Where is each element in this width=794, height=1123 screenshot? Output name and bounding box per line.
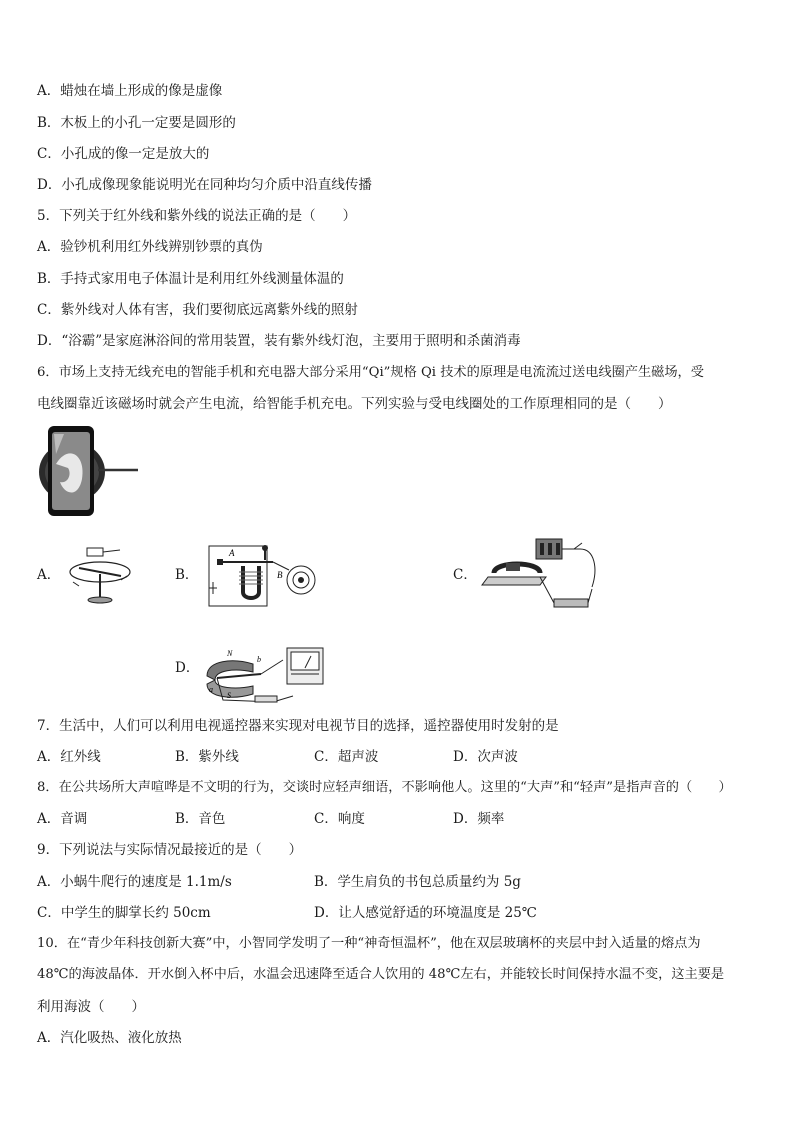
figure-a-oersted bbox=[65, 542, 135, 610]
q8-option-b: B．音色 bbox=[175, 811, 226, 827]
q6-label-c: C． bbox=[453, 567, 477, 583]
q9-option-d: D．让人感觉舒适的环境温度是 25℃ bbox=[314, 905, 537, 921]
q7-stem: 7．生活中，人们可以利用电视遥控器来实现对电视节目的选择，遥控器使用时发射的是 bbox=[37, 718, 559, 734]
q4-option-b: B．木板上的小孔一定要是圆形的 bbox=[37, 115, 236, 131]
figure-d-label-s: S bbox=[227, 691, 231, 700]
q5-option-d: D．“浴霸”是家庭淋浴间的常用装置，装有紫外线灯泡，主要用于照明和杀菌消毒 bbox=[37, 333, 521, 349]
q10-stem-line3: 利用海波（ ） bbox=[37, 999, 145, 1015]
q4-option-a: A．蜡烛在墙上形成的像是虚像 bbox=[37, 83, 223, 99]
q9-option-b: B．学生肩负的书包总质量约为 5g bbox=[314, 874, 521, 890]
q7-option-a: A．红外线 bbox=[37, 749, 101, 765]
figure-d-induction-galvanometer bbox=[203, 638, 333, 706]
q8-stem: 8．在公共场所大声喧哗是不文明的行为，交谈时应轻声细语，不影响他人。这里的“大声”和“轻声”是指声音的（ ） bbox=[37, 780, 732, 795]
q4-option-d: D．小孔成像现象能说明光在同种均匀介质中沿直线传播 bbox=[37, 177, 372, 193]
figure-d-label-n: N bbox=[227, 649, 233, 658]
q6-label-d: D． bbox=[175, 660, 200, 676]
figure-b-label-a: A bbox=[229, 548, 235, 558]
q10-stem-line1: 10．在“青少年科技创新大赛”中，小智同学发明了一种“神奇恒温杯”，他在双层玻璃杯的夹层中封入适量的熔点为 bbox=[37, 936, 701, 951]
q5-stem: 5．下列关于红外线和紫外线的说法正确的是（ ） bbox=[37, 208, 357, 224]
q9-option-a: A．小蜗牛爬行的速度是 1.1m/s bbox=[37, 874, 232, 890]
wireless-charger-phone-image bbox=[38, 424, 143, 519]
q7-option-c: C．超声波 bbox=[314, 749, 379, 765]
q8-option-c: C．响度 bbox=[314, 811, 365, 827]
figure-b-label-b: B bbox=[277, 570, 283, 580]
q4-option-c: C．小孔成的像一定是放大的 bbox=[37, 146, 210, 162]
q7-option-b: B．紫外线 bbox=[175, 749, 239, 765]
q9-option-c: C．中学生的脚掌长约 50cm bbox=[37, 905, 211, 921]
q6-label-a: A． bbox=[37, 567, 61, 583]
q9-stem: 9．下列说法与实际情况最接近的是（ ） bbox=[37, 842, 303, 858]
q7-option-d: D．次声波 bbox=[453, 749, 518, 765]
q10-stem-line2: 48℃的海波晶体．开水倒入杯中后，水温会迅速降至适合人饮用的 48℃左右，并能较长时间保持水温不变，这主要是 bbox=[37, 967, 725, 982]
q5-option-c: C．紫外线对人体有害，我们要彻底远离紫外线的照射 bbox=[37, 302, 358, 318]
q5-option-b: B．手持式家用电子体温计是利用红外线测量体温的 bbox=[37, 271, 344, 287]
q5-option-a: A．验钞机利用红外线辨别钞票的真伪 bbox=[37, 239, 263, 255]
figure-b-electric-bell bbox=[203, 542, 323, 610]
q8-option-d: D．频率 bbox=[453, 811, 505, 827]
q8-option-a: A．音调 bbox=[37, 811, 88, 827]
q6-label-b: B． bbox=[175, 567, 199, 583]
q6-stem-line1: 6．市场上支持无线充电的智能手机和充电器大部分采用“Qi”规格 Qi 技术的原理是电流流过送电线圈产生磁场，受 bbox=[37, 365, 704, 380]
figure-d-label-b: b bbox=[257, 655, 261, 664]
q6-stem-line2: 电线圈靠近该磁场时就会产生电流，给智能手机充电。下列实验与受电线圈处的工作原理相同的是（ ） bbox=[37, 396, 672, 412]
figure-d-label-a: a bbox=[209, 685, 213, 694]
figure-c-motor-circuit bbox=[480, 533, 610, 613]
q10-option-a: A．汽化吸热、液化放热 bbox=[37, 1030, 182, 1046]
